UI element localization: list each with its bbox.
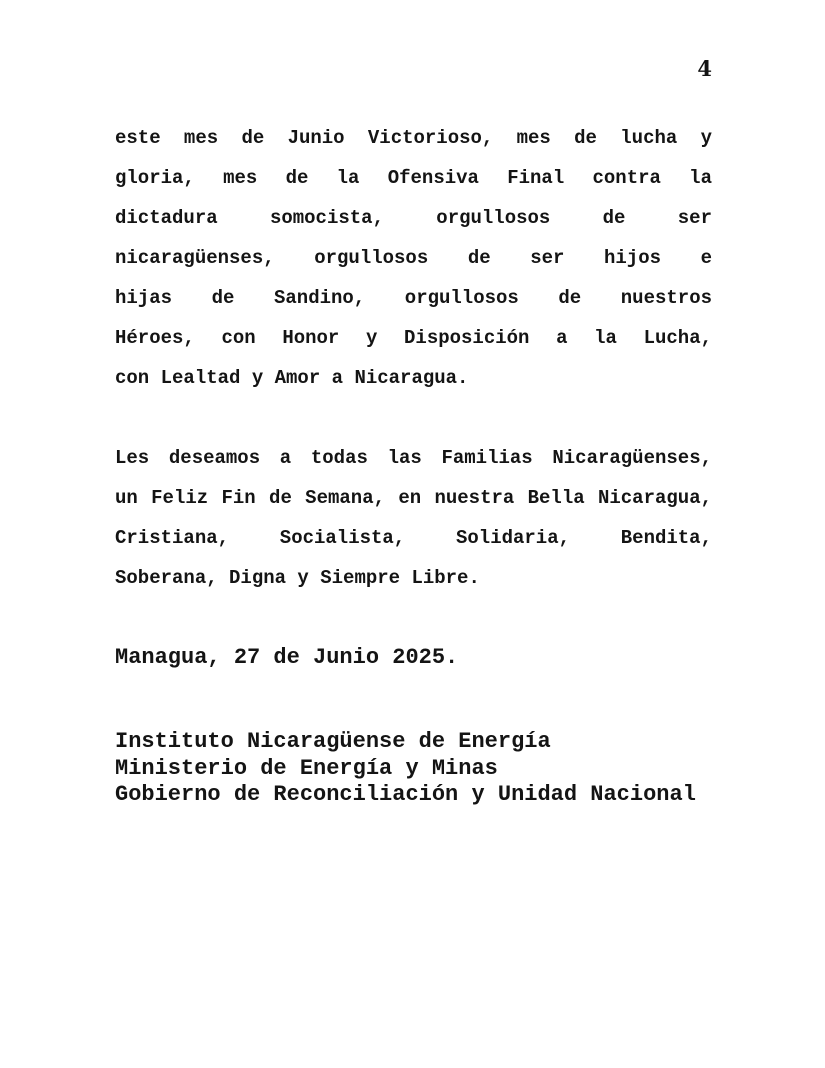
paragraph-1-line: gloria, mes de la Ofensiva Final contra la bbox=[115, 167, 712, 189]
page-number: 4 bbox=[697, 56, 712, 81]
paragraph-2-line: un Feliz Fin de Semana, en nuestra Bella Nicaragua, bbox=[115, 487, 712, 509]
signature-block bbox=[115, 729, 712, 809]
paragraph-1 bbox=[115, 118, 712, 398]
paragraph-1-line: hijas de Sandino, orgullosos de nuestros bbox=[115, 287, 712, 309]
paragraph-2-line: Cristiana, Socialista, Solidaria, Bendita, bbox=[115, 527, 712, 549]
paragraph-2 bbox=[115, 438, 712, 598]
document-content bbox=[115, 118, 712, 809]
dateline: Managua, 27 de Junio 2025. bbox=[115, 645, 459, 670]
signature-line-government: Gobierno de Reconciliación y Unidad Nacional bbox=[115, 782, 696, 807]
paragraph-2-line: Soberana, Digna y Siempre Libre. bbox=[115, 567, 480, 589]
paragraph-1-line: dictadura somocista, orgullosos de ser bbox=[115, 207, 712, 229]
paragraph-1-line: Héroes, con Honor y Disposición a la Lucha, bbox=[115, 327, 712, 349]
paragraph-1-line: nicaragüenses, orgullosos de ser hijos e bbox=[115, 247, 712, 269]
signature-line-ministry: Ministerio de Energía y Minas bbox=[115, 755, 498, 781]
paragraph-1-line: este mes de Junio Victorioso, mes de lucha y bbox=[115, 127, 712, 149]
signature-line-institution: Instituto Nicaragüense de Energía bbox=[115, 729, 551, 754]
paragraph-2-line: Les deseamos a todas las Familias Nicaragüenses, bbox=[115, 447, 712, 469]
paragraph-1-line: con Lealtad y Amor a Nicaragua. bbox=[115, 367, 469, 389]
